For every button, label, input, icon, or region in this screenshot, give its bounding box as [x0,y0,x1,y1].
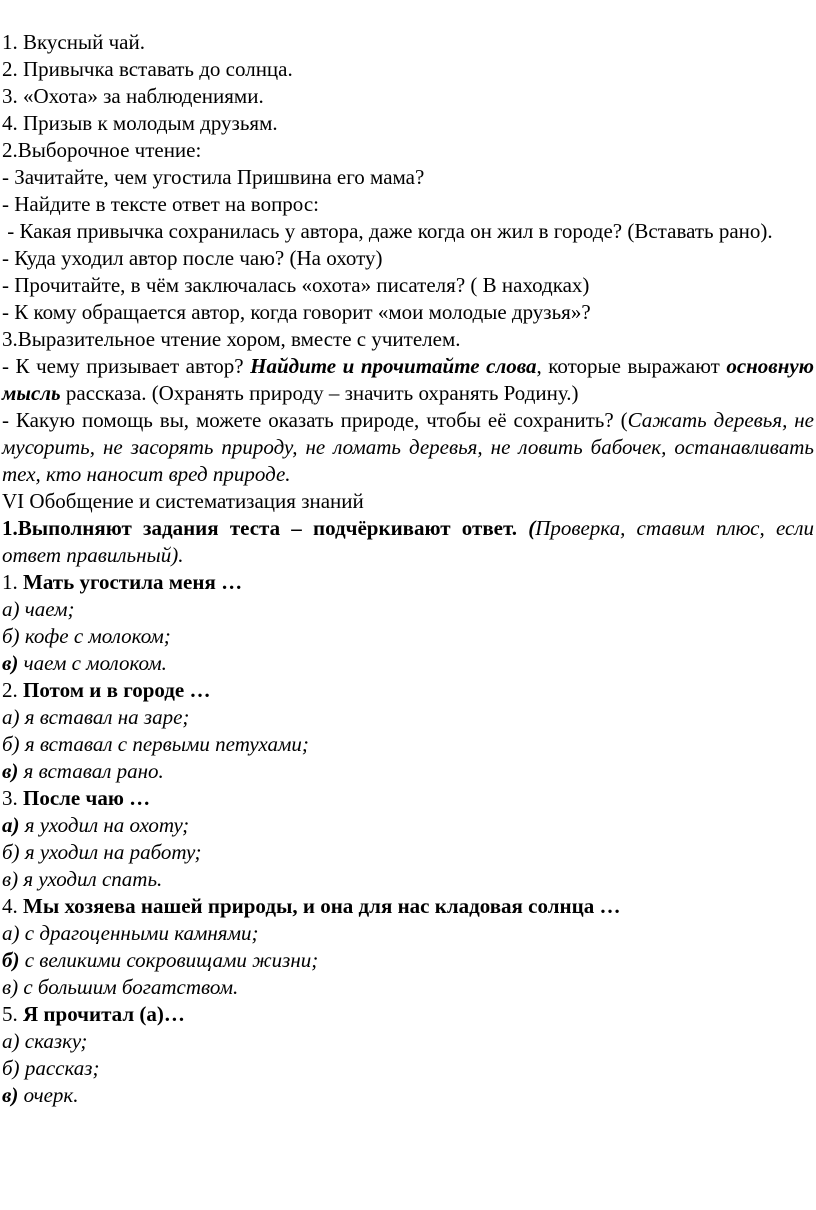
question-number: 5. [2,1002,23,1026]
main-idea-text-end: рассказа. (Охранять природу – значить охранять Родину.) [60,381,579,405]
option-text: я вставал с первыми петухами; [19,732,309,756]
option-text: я вставал рано. [18,759,164,783]
option-text: я уходил спать. [18,867,163,891]
question-text: Я прочитал (а)… [23,1002,185,1026]
option-letter: а) [2,813,20,837]
option-letter: в) [2,651,19,675]
test-task-paren: ( [528,516,536,540]
test-task-title: 1.Выполняют задания теста – подчёркивают ответ. [2,516,529,540]
answer-option [2,839,814,866]
answer-option [2,1028,814,1055]
answer-option [2,920,814,947]
test-task-note: Проверка, ставим плюс, если ответ правильный). [2,516,814,567]
answer-option [2,731,814,758]
option-text: рассказ; [19,1056,100,1080]
option-text: я вставал на заре; [19,705,190,729]
option-letter: в) [2,759,19,783]
answer-option [2,1055,814,1082]
option-text: чаем; [19,597,75,621]
test [2,569,814,1109]
answer-option [2,623,814,650]
generalization-section [2,488,814,569]
test-task-instruction [2,515,814,569]
find-words-emphasis: Найдите и прочитайте слова [250,354,537,378]
plan-item-3: 3. «Охота» за наблюдениями. [2,84,264,108]
selective-reading [2,137,814,326]
option-letter: б) [2,948,20,972]
option-letter: б) [2,732,20,756]
reading-question-2: - Найдите в тексте ответ на вопрос: [2,192,319,216]
reading-question-1: - Зачитайте, чем угостила Пришвина его мама? [2,165,425,189]
option-letter: а) [2,705,20,729]
question-text: Потом и в городе … [23,678,211,702]
reading-question-5: - Прочитайте, в чём заключалась «охота» писателя? ( В находках) [2,273,590,297]
plan-item-2: 2. Привычка вставать до солнца. [2,57,293,81]
answer-option-correct [2,650,814,677]
test-question-4 [2,893,814,920]
option-letter: в) [2,867,19,891]
option-letter: в) [2,1083,19,1107]
expressive-reading-heading: 3.Выразительное чтение хором, вместе с учителем. [2,327,461,351]
test-question-2 [2,677,814,704]
option-text: с великими сокровищами жизни; [19,948,319,972]
test-question-5 [2,1001,814,1028]
main-idea-text-mid: , которые выражают [536,354,727,378]
answer-option-correct [2,758,814,785]
answer-option [2,974,814,1001]
option-letter: б) [2,1056,20,1080]
question-number: 1. [2,570,23,594]
main-idea-paragraph [2,353,814,407]
option-letter: а) [2,1029,20,1053]
answer-option [2,704,814,731]
help-nature-answer: Сажать деревья, не мусорить, не засорять природу, не ломать деревья, не ловить бабочек, останавливать тех, кто наносит вред природе. [2,408,815,486]
question-number: 2. [2,678,23,702]
test-question-3 [2,785,814,812]
option-text: с драгоценными камнями; [19,921,259,945]
story-plan [2,29,814,137]
option-text: я уходил на работу; [19,840,202,864]
option-text: кофе с молоком; [19,624,171,648]
option-text: очерк. [18,1083,79,1107]
question-text: Мать угостила меня … [23,570,243,594]
question-number: 3. [2,786,23,810]
expressive-reading [2,326,814,488]
option-text: с большим богатством. [18,975,239,999]
option-letter: б) [2,840,20,864]
answer-option [2,596,814,623]
answer-option [2,866,814,893]
help-nature-paragraph [2,407,814,488]
option-letter: а) [2,921,20,945]
option-letter: б) [2,624,20,648]
section-heading: VI Обобщение и систематизация знаний [2,489,364,513]
answer-option-correct [2,812,814,839]
plan-item-1: 1. Вкусный чай. [2,30,145,54]
answer-option-correct [2,1082,814,1109]
reading-question-6: - К кому обращается автор, когда говорит «мои молодые друзья»? [2,300,591,324]
question-text: После чаю … [23,786,151,810]
reading-question-3: - Какая привычка сохранилась у автора, даже когда он жил в городе? (Вставать рано). [2,219,773,243]
option-text: чаем с молоком. [18,651,167,675]
help-nature-question: - Какую помощь вы, можете оказать природе, чтобы её сохранить? ( [2,408,628,432]
selective-reading-heading: 2.Выборочное чтение: [2,138,202,162]
main-idea-emphasis: основную мысль [2,354,814,405]
option-letter: в) [2,975,19,999]
question-number: 4. [2,894,23,918]
option-letter: а) [2,597,20,621]
test-question-1 [2,569,814,596]
option-text: сказку; [19,1029,88,1053]
plan-item-4: 4. Призыв к молодым друзьям. [2,111,278,135]
option-text: я уходил на охоту; [19,813,190,837]
reading-question-4: - Куда уходил автор после чаю? (На охоту) [2,246,383,270]
main-idea-text-start: - К чему призывает автор? [2,354,251,378]
question-text: Мы хозяева нашей природы, и она для нас кладовая солнца … [23,894,621,918]
answer-option-correct [2,947,814,974]
